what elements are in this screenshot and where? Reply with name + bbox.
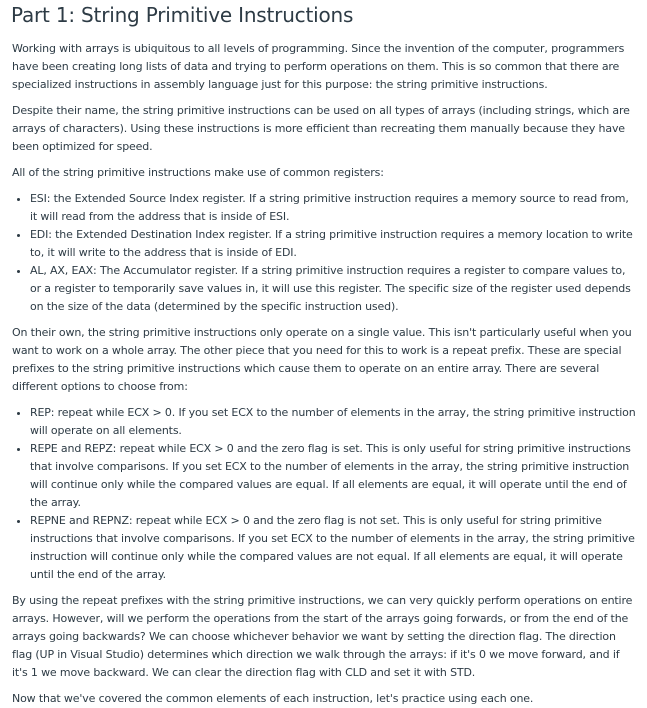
list-item-edi: • EDI: the Extended Destination Index register. If a string primitive instruction requires a memory location to write to, it will write to the address that is inside of EDI. — [30, 226, 637, 262]
list-item-rep: • REP: repeat while ECX > 0. If you set ECX to the number of elements in the array, the string primitive instruction will operate on all elements. — [30, 404, 637, 440]
prefixes-list — [12, 404, 637, 584]
registers-intro-paragraph: All of the string primitive instructions make use of common registers: — [12, 166, 384, 179]
list-item-repe: • REPE and REPZ: repeat while ECX > 0 and the zero flag is set. This is only useful for string primitive instructions that involve comparisons. If you set ECX to the number of elements in the array, the string primitive instruction will continue only while the compared values are equal. If all elements are equal, it will operate until the end of the array. — [30, 440, 637, 512]
list-item-accumulator: • AL, AX, EAX: The Accumulator register. If a string primitive instruction requires a register to compare values to, or a register to temporarily save values in, it will use this register. The specific size of the register used depends on the size of the data (determined by the specific instruction used). — [30, 262, 637, 316]
list-item-repne: • REPNE and REPNZ: repeat while ECX > 0 and the zero flag is not set. This is only useful for string primitive instructions that involve comparisons. If you set ECX to the number of elements in the array, the string primitive instruction will continue only while the compared values are not equal. If all elements are equal, it will operate until the end of the array. — [30, 512, 637, 584]
name-paragraph: Despite their name, the string primitive instructions can be used on all types of arrays (including strings, which are arrays of characters). Using these instructions is more efficient than recreating them manually because they have been optimized for speed. — [12, 104, 630, 153]
direction-flag-paragraph: By using the repeat prefixes with the string primitive instructions, we can very quickly perform operations on entire arrays. However, will we perform the operations from the start of the arrays going forwards, or from the end of the arrays going backwards? We can choose whichever behavior we want by setting the direction flag. The direction flag (UP in Visual Studio) determines which direction we walk through the arrays: if it's 0 we move forward, and if it's 1 we move backward. We can clear the direction flag with CLD and set it with STD. — [12, 594, 633, 679]
page-title: Part 1: String Primitive Instructions — [11, 3, 354, 27]
repeat-prefix-paragraph: On their own, the string primitive instructions only operate on a single value. This isn't particularly useful when you want to work on a whole array. The other piece that you need for this to work is a repeat prefix. These are special prefixes to the string primitive instructions which cause them to operate on an entire array. There are several different options to choose from: — [12, 326, 632, 393]
closing-paragraph: Now that we've covered the common elements of each instruction, let's practice using each one. — [12, 692, 534, 705]
list-item-esi: • ESI: the Extended Source Index register. If a string primitive instruction requires a memory source to read from, it will read from the address that is inside of ESI. — [30, 190, 637, 226]
registers-list — [12, 190, 637, 316]
intro-paragraph: Working with arrays is ubiquitous to all levels of programming. Since the invention of the computer, programmers have been creating long lists of data and trying to perform operations on them. This is so common that there are specialized instructions in assembly language just for this purpose: the string primitive instructions. — [12, 42, 625, 91]
